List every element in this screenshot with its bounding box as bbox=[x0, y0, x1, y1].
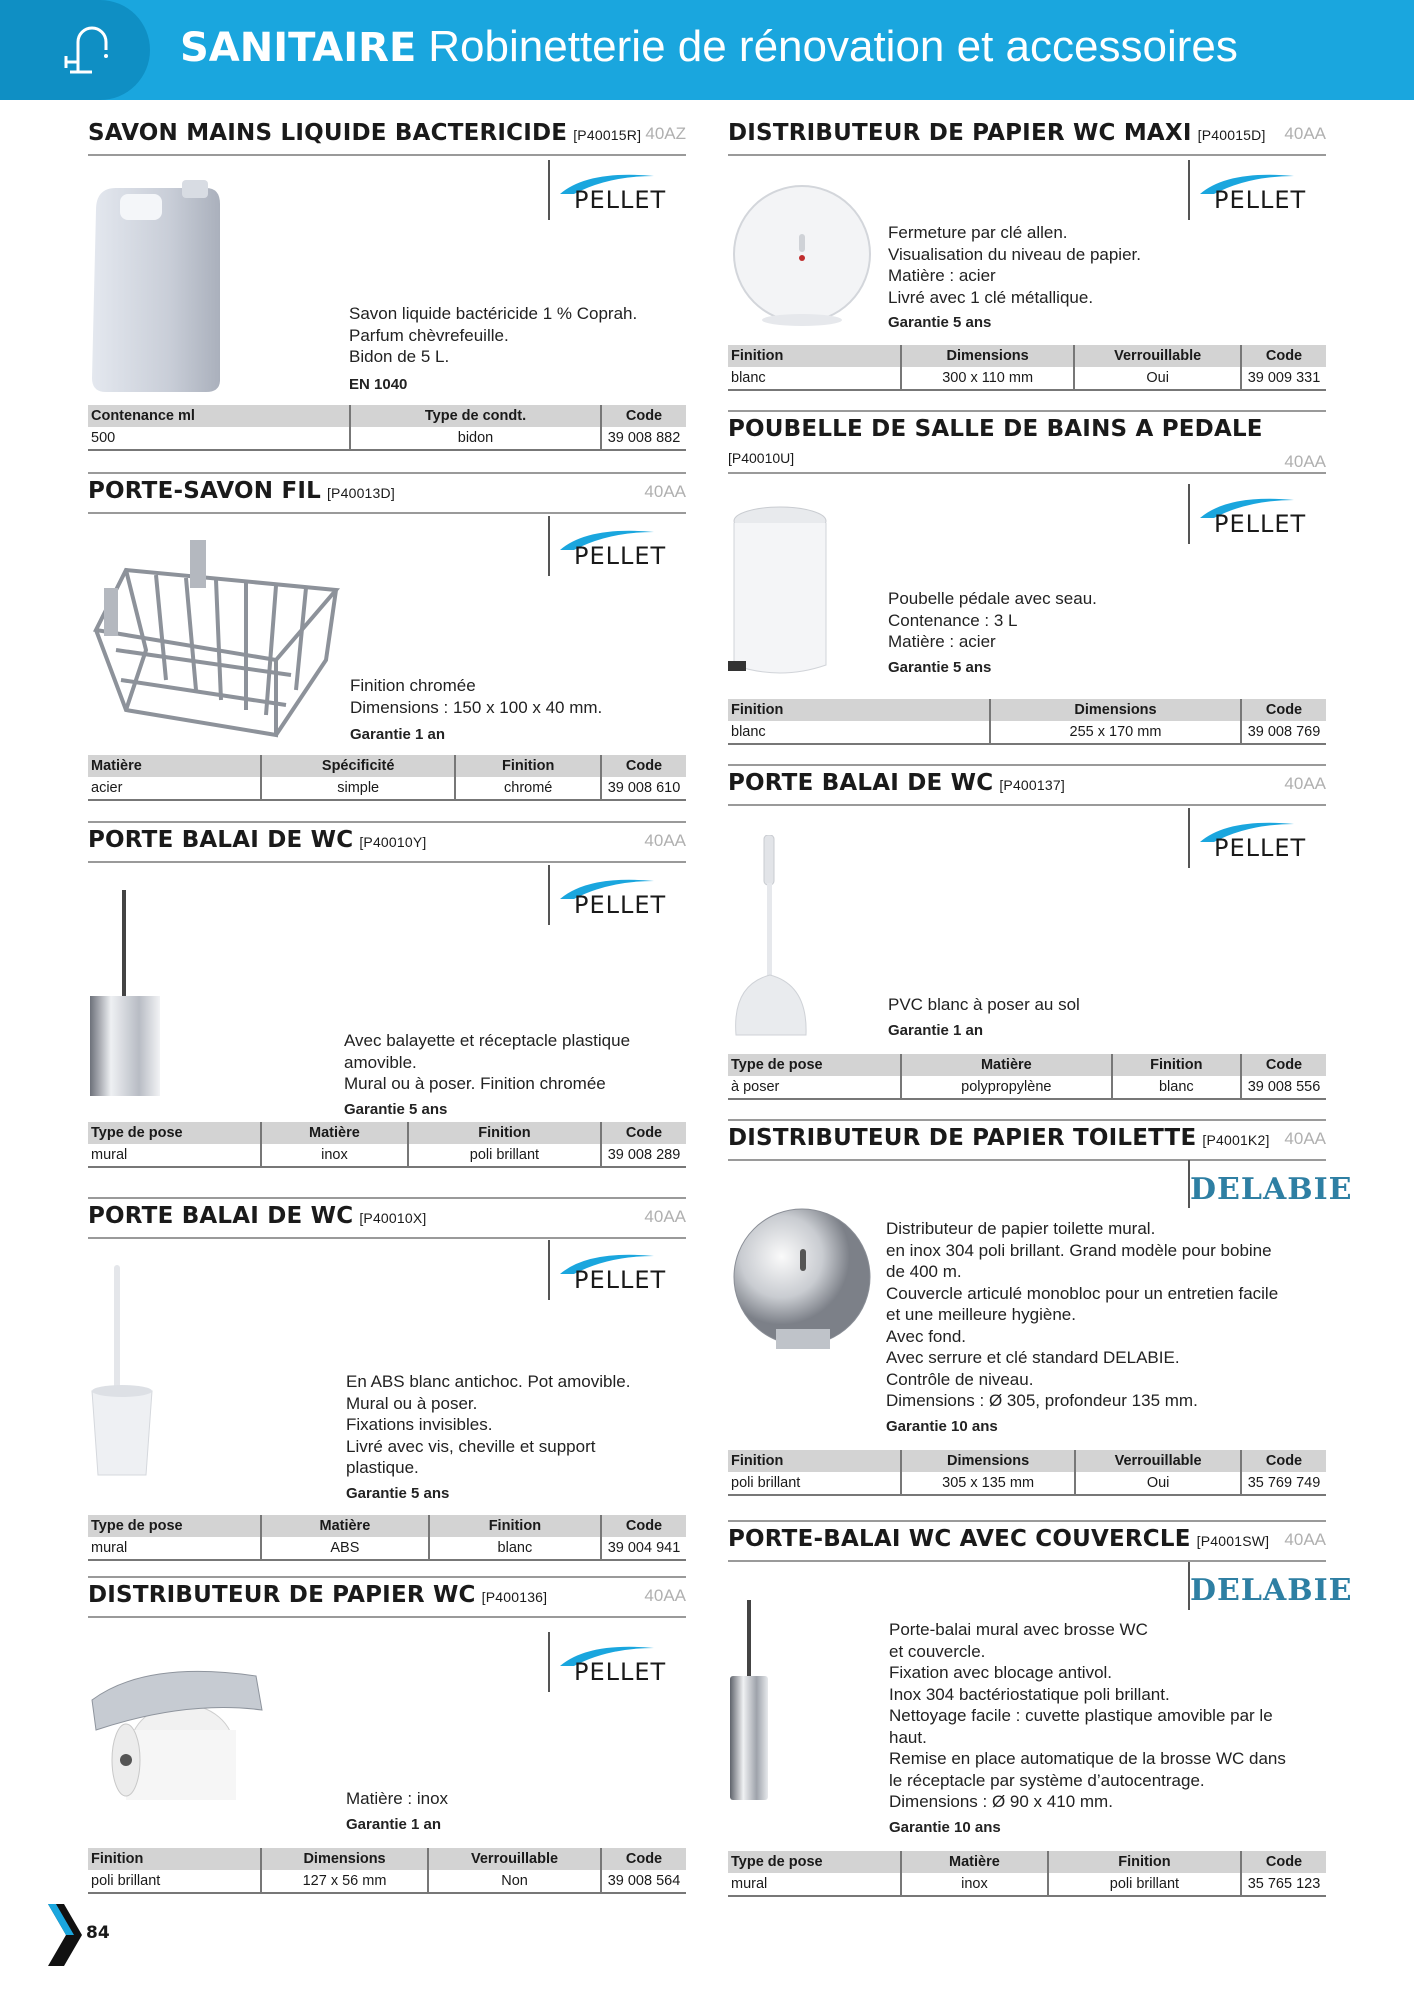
product-distributeur-wc: DISTRIBUTEUR DE PAPIER WC [P400136] 40AA bbox=[88, 1576, 686, 1618]
pellet-logo: PELLET bbox=[548, 516, 688, 576]
soap-canister-image bbox=[86, 180, 226, 395]
page-header bbox=[0, 0, 1414, 100]
product-table: Finition Dimensions Verrouillable Code blanc 300 x 110 mm Oui 39 009 331 bbox=[728, 345, 1326, 391]
pellet-logo: PELLET bbox=[1188, 160, 1328, 220]
product-table: Matière Spécificité Finition Code acier simple chromé 39 008 610 bbox=[88, 755, 686, 801]
product-description: Distributeur de papier toilette mural. en inox 304 poli brillant. Grand modèle pour bobine de 400 m. Couvercle articulé monobloc pour un entretien facile et une meilleure hygiène. Avec fond. Avec serrure et clé standard DELABIE. Contrôle de niveau. Dimensions : Ø 305, profondeur 135 mm. Garantie 10 ans bbox=[886, 1219, 1279, 1435]
product-table: Type de pose Matière Finition Code mural ABS blanc 39 004 941 bbox=[88, 1515, 686, 1561]
pellet-logo: PELLET bbox=[548, 160, 688, 220]
pellet-logo: PELLET bbox=[1188, 484, 1328, 544]
product-table: Finition Dimensions Verrouillable Code poli brillant 305 x 135 mm Oui 35 769 749 bbox=[728, 1450, 1326, 1496]
inox-dispenser-image bbox=[726, 1205, 876, 1355]
page-number: 84 bbox=[86, 1923, 110, 1943]
product-table: Finition Dimensions Verrouillable Code poli brillant 127 x 56 mm Non 39 008 564 bbox=[88, 1848, 686, 1894]
pellet-logo: PELLET bbox=[548, 865, 688, 925]
product-table: Type de pose Matière Finition Code mural inox poli brillant 39 008 289 bbox=[88, 1122, 686, 1168]
pellet-logo: PELLET bbox=[548, 1240, 688, 1300]
product-description: Finition chromée Dimensions : 150 x 100 x 40 mm. Garantie 1 an bbox=[350, 676, 603, 743]
product-description: Matière : inox Garantie 1 an bbox=[346, 1789, 449, 1833]
product-porte-savon: PORTE-SAVON FIL [P40013D] 40AA bbox=[88, 472, 686, 514]
product-porte-balai-pvc: PORTE BALAI DE WC [P400137] 40AA bbox=[728, 764, 1326, 806]
product-table: Type de pose Matière Finition Code mural inox poli brillant 35 765 123 bbox=[728, 1851, 1326, 1897]
product-poubelle: POUBELLE DE SALLE DE BAINS A PEDALE [P40010U] 40AA bbox=[728, 410, 1326, 474]
product-description: Savon liquide bactéricide 1 % Coprah. Parfum chèvrefeuille. Bidon de 5 L. EN 1040 bbox=[349, 304, 638, 393]
product-description: En ABS blanc antichoc. Pot amovible. Mural ou à poser. Fixations invisibles. Livré avec vis, cheville et support plastique. Garantie 5 ans bbox=[346, 1372, 631, 1502]
toilet-paper-holder-image bbox=[86, 1660, 266, 1800]
product-description: Fermeture par clé allen. Visualisation du niveau de papier. Matière : acier Livré avec 1 clé métallique. Garantie 5 ans bbox=[888, 223, 1141, 331]
delabie-logo: DELABIE bbox=[1190, 1172, 1353, 1207]
wire-soap-dish-image bbox=[86, 540, 346, 740]
pellet-logo: PELLET bbox=[548, 1632, 688, 1692]
pellet-logo: PELLET bbox=[1188, 808, 1328, 868]
round-dispenser-image bbox=[726, 180, 876, 330]
product-porte-balai-chrome: PORTE BALAI DE WC [P40010Y] 40AA bbox=[88, 821, 686, 863]
floor-brush-holder-image bbox=[726, 835, 826, 1050]
product-description: Poubelle pédale avec seau. Contenance : 3 L Matière : acier Garantie 5 ans bbox=[888, 589, 1097, 676]
chrome-brush-holder-image bbox=[86, 890, 166, 1100]
product-distributeur-maxi: DISTRIBUTEUR DE PAPIER WC MAXI [P40015D] 40AA bbox=[728, 116, 1326, 156]
pedal-bin-image bbox=[726, 505, 836, 685]
product-title: SAVON MAINS LIQUIDE BACTERICIDE [P40015R] bbox=[88, 120, 642, 146]
product-description: Porte-balai mural avec brosse WC et couvercle. Fixation avec blocage antivol. Inox 304 bactériostatique poli brillant. Nettoyage facile : cuvette plastique amovible par le haut. Remise en place automatique de la brosse WC dans le réceptacle par système d’autocentrage. Dimensions : Ø 90 x 410 mm. Garantie 10 ans bbox=[889, 1620, 1286, 1836]
product-description: PVC blanc à poser au sol Garantie 1 an bbox=[888, 995, 1080, 1039]
category-code: 40AZ bbox=[645, 124, 686, 143]
faucet-icon bbox=[58, 22, 118, 82]
inox-brush-holder-image bbox=[726, 1600, 786, 1805]
product-description: Avec balayette et réceptacle plastique amovible. Mural ou à poser. Finition chromée Garantie 5 ans bbox=[344, 1031, 631, 1118]
product-porte-balai-abs: PORTE BALAI DE WC [P40010X] 40AA bbox=[88, 1197, 686, 1239]
chevron-right-icon bbox=[48, 1904, 84, 1966]
delabie-logo: DELABIE bbox=[1190, 1573, 1353, 1608]
page-title: SANITAIRE Robinetterie de rénovation et accessoires bbox=[180, 22, 1238, 71]
product-table: Finition Dimensions Code blanc 255 x 170 mm 39 008 769 bbox=[728, 699, 1326, 745]
product-table: Type de pose Matière Finition Code à poser polypropylène blanc 39 008 556 bbox=[728, 1054, 1326, 1100]
white-brush-holder-image bbox=[86, 1265, 166, 1480]
product-distributeur-toilette: DISTRIBUTEUR DE PAPIER TOILETTE [P4001K2] 40AA bbox=[728, 1119, 1326, 1161]
product-porte-balai-couvercle: PORTE-BALAI WC AVEC COUVERCLE [P4001SW] 40AA bbox=[728, 1520, 1326, 1562]
product-savon bbox=[88, 116, 686, 156]
product-table: Contenance ml Type de condt. Code 500 bidon 39 008 882 bbox=[88, 405, 686, 451]
